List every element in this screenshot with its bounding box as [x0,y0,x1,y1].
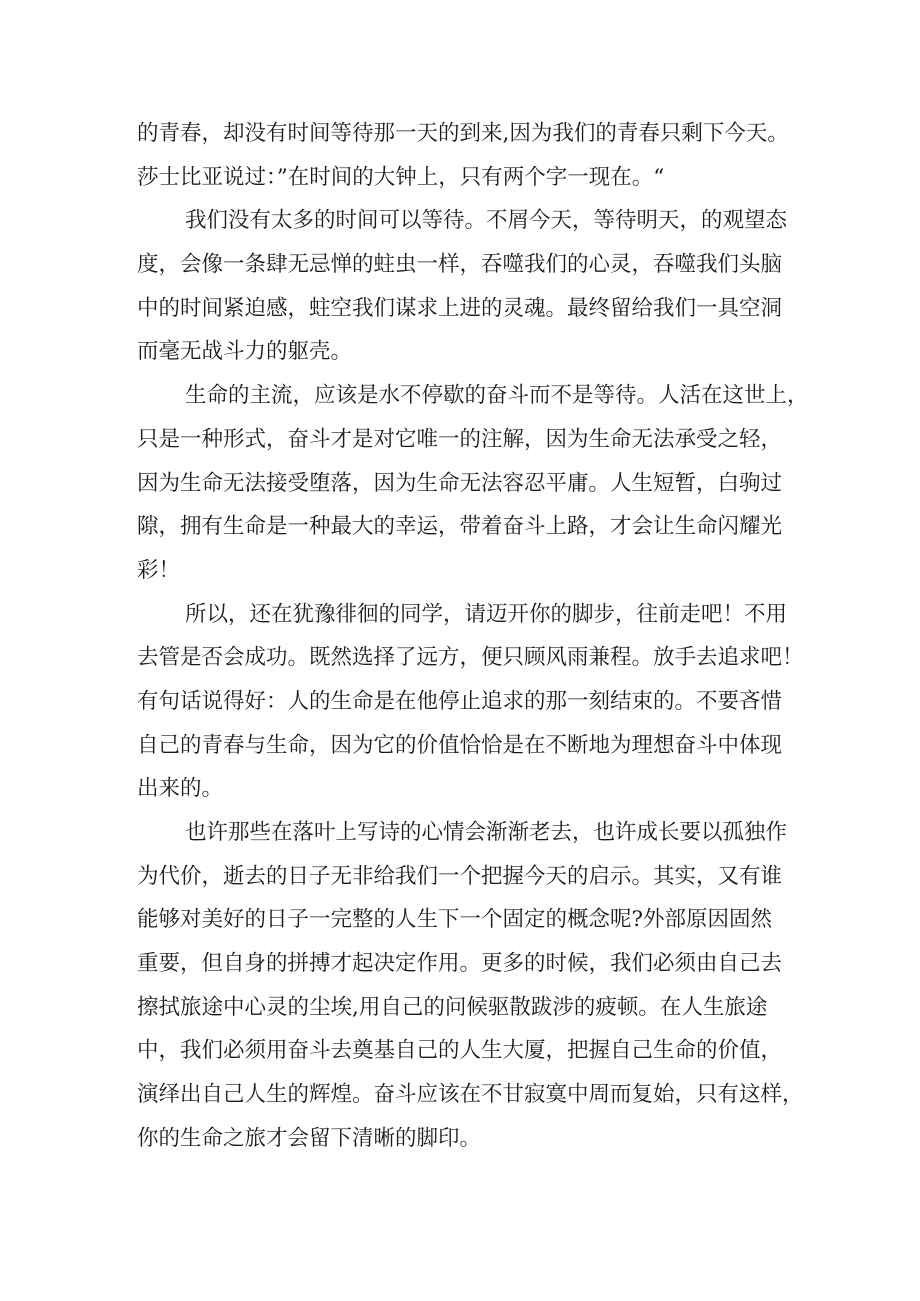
text-line: 你的生命之旅才会留下清晰的脚印。 [137,1125,482,1151]
text-line: 的青春，却没有时间等待那一天的到来,因为我们的青春只剩下今天。 [137,121,789,146]
text-line: 能够对美好的日子一完整的人生下一个固定的概念呢?外部原因固然 [137,907,773,933]
text-line: 自己的青春与生命，因为它的价值恰恰是在不断地为理想奋斗中体现 [137,732,783,758]
text-line: 莎士比亚说过：”在时间的大钟上，只有两个字一现在。“ [137,164,665,190]
text-line: 我们没有太多的时间可以等待。不屑今天，等待明天，的观望态 [185,208,788,234]
text-line: 而毫无战斗力的躯壳。 [137,339,353,365]
paragraph-1 [137,112,797,199]
text-line: 度，会像一条肆无忌惮的蛀虫一样，吞噬我们的心灵，吞噬我们头脑 [137,252,783,278]
text-line: 重要，但自身的拼搏才起决定作用。更多的时候，我们必须由自己去 [137,951,783,977]
text-line: 隙，拥有生命是一种最大的幸运，带着奋斗上路，才会让生命闪耀光 [137,514,783,540]
text-line: 生命的主流，应该是水不停歇的奋斗而不是等待。人活在这世上， [185,383,809,409]
text-line: 中的时间紧迫感，蛀空我们谋求上进的灵魂。最终留给我们一具空洞 [137,295,783,321]
paragraph-2 [137,199,797,374]
text-line: 去管是否会成功。既然选择了远方，便只顾风雨兼程。放手去追求吧！ [137,645,804,671]
text-line: 中，我们必须用奋斗去奠基自己的人生大厦，把握自己生命的价值， [137,1038,783,1064]
document-body [137,112,809,1161]
paragraph-5 [137,811,804,1161]
text-line: 因为生命无法接受堕落，因为生命无法容忍平庸。人生短暂，白驹过 [137,470,783,496]
paragraph-3 [137,374,809,592]
text-line: 演绎出自己人生的辉煌。奋斗应该在不甘寂寞中周而复始，只有这样， [137,1082,804,1108]
text-line: 所以，还在犹豫徘徊的同学，请迈开你的脚步，往前走吧！不用 [185,601,788,627]
text-line: 出来的。 [137,776,224,802]
text-line: 有句话说得好：人的生命是在他停止追求的那一刻结束的。不要吝惜 [137,688,783,714]
text-line: 彩！ [137,557,181,583]
text-line: 为代价，逝去的日子无非给我们一个把握今天的启示。其实，又有谁 [137,863,783,889]
text-line: 擦拭旅途中心灵的尘埃,用自己的问候驱散跋涉的疲顿。在人生旅途 [137,994,768,1020]
text-line: 只是一种形式，奋斗才是对它唯一的注解，因为生命无法承受之轻， [137,426,783,452]
text-line: 也许那些在落叶上写诗的心情会渐渐老去，也许成长要以孤独作 [185,820,788,845]
paragraph-4 [137,593,804,811]
